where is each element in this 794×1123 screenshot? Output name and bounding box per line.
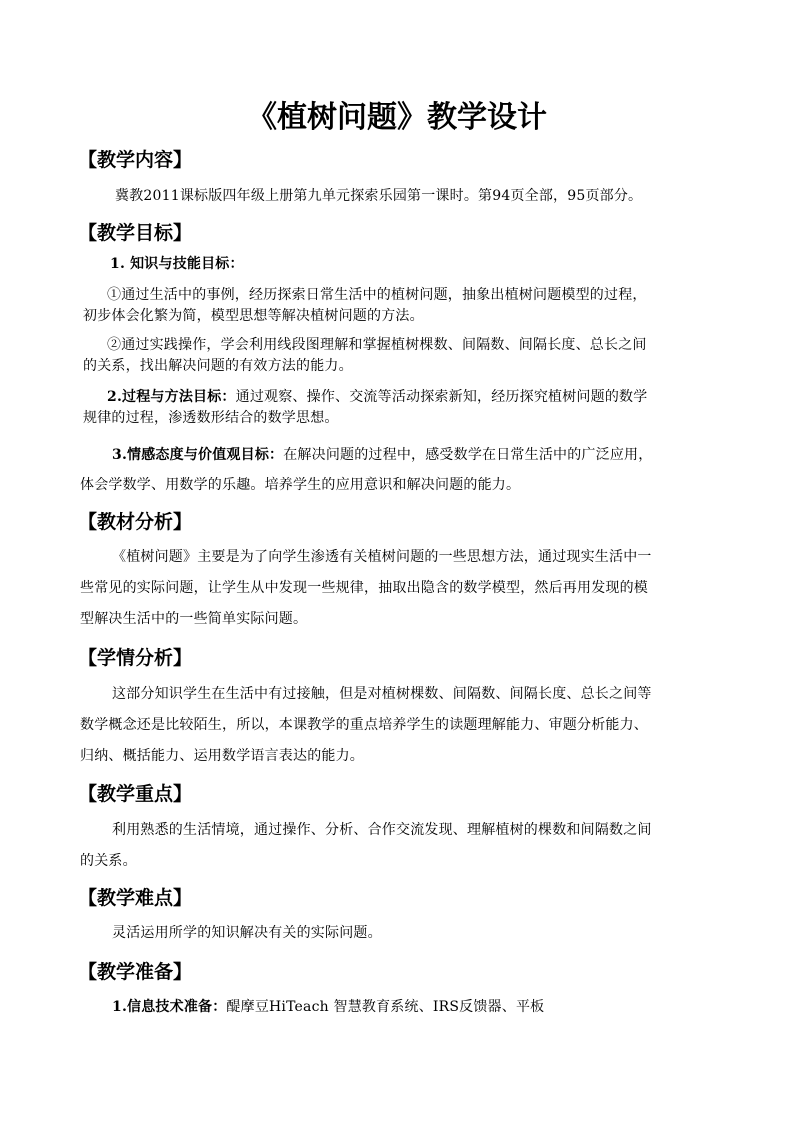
prep-1-text: 醍摩豆HiTeach 智慧教育系统、IRS反馈器、平板: [226, 999, 545, 1015]
heading-teaching-content: 【教学内容】: [78, 149, 193, 171]
key-line-1: 利用熟悉的生活情境，通过操作、分析、合作交流发现、理解植树的棵数和间隔数之间: [112, 822, 652, 838]
prep-1-label: 1.信息技术准备：: [112, 999, 227, 1015]
students-line-1: 这部分知识学生在生活中有过接触，但是对植树棵数、间隔数、间隔长度、总长之间等: [112, 686, 652, 702]
goal-3-line-1: [112, 444, 652, 466]
goal-2-text: 通过观察、操作、交流等活动探索新知，经历探究植树问题的数学: [235, 389, 648, 405]
goal-2-line-2: 规律的过程，渗透数形结合的数学思想。: [83, 410, 339, 426]
goal-1-label: 1. 知识与技能目标：: [110, 256, 244, 272]
heading-key-points: 【教学重点】: [78, 783, 193, 805]
key-line-2: 的关系。: [80, 853, 137, 869]
material-line-3: 型解决生活中的一些简单实际问题。: [80, 611, 308, 627]
students-line-3: 归纳、概括能力、运用数学语言表达的能力。: [80, 748, 364, 764]
teaching-content-text: 冀教2011课标版四年级上册第九单元探索乐园第一课时。第94页全部，95页部分。: [115, 188, 643, 204]
heading-student-analysis: 【学情分析】: [78, 647, 193, 669]
prep-1-line: [112, 996, 544, 1018]
document-title: 《植树问题》教学设计: [247, 100, 547, 135]
students-line-2: 数学概念还是比较陌生，所以，本课教学的重点培养学生的读题理解能力、审题分析能力、: [80, 717, 648, 733]
goal-3-label: 3.情感态度与价值观目标：: [112, 447, 284, 463]
heading-material-analysis: 【教材分析】: [78, 511, 193, 533]
goal-1b-line-1: ②通过实践操作，学会利用线段图理解和掌握植树棵数、间隔数、间隔长度、总长之间: [107, 337, 647, 353]
heading-teaching-goals: 【教学目标】: [78, 222, 193, 244]
goal-2-line-1: [107, 386, 647, 408]
goal-2-label: 2.过程与方法目标：: [107, 389, 236, 405]
goal-3-text: 在解决问题的过程中，感受数学在日常生活中的广泛应用，: [283, 447, 653, 463]
heading-difficulties: 【教学难点】: [78, 887, 193, 909]
goal-1a-line-1: ①通过生活中的事例，经历探索日常生活中的植树问题，抽象出植树问题模型的过程，: [107, 287, 647, 303]
difficulty-line-1: 灵活运用所学的知识解决有关的实际问题。: [112, 925, 382, 941]
goal-1a-line-2: 初步体会化繁为简，模型思想等解决植树问题的方法。: [83, 308, 424, 324]
goal-3-line-2: 体会学数学、用数学的乐趣。培养学生的应用意识和解决问题的能力。: [80, 477, 521, 493]
heading-preparation: 【教学准备】: [78, 961, 193, 983]
material-line-2: 些常见的实际问题，让学生从中发现一些规律，抽取出隐含的数学模型，然后再用发现的模: [80, 580, 648, 596]
material-line-1: 《植树问题》主要是为了向学生渗透有关植树问题的一些思想方法，通过现实生活中一: [112, 549, 652, 565]
goal-1b-line-2: 的关系，找出解决问题的有效方法的能力。: [83, 358, 353, 374]
